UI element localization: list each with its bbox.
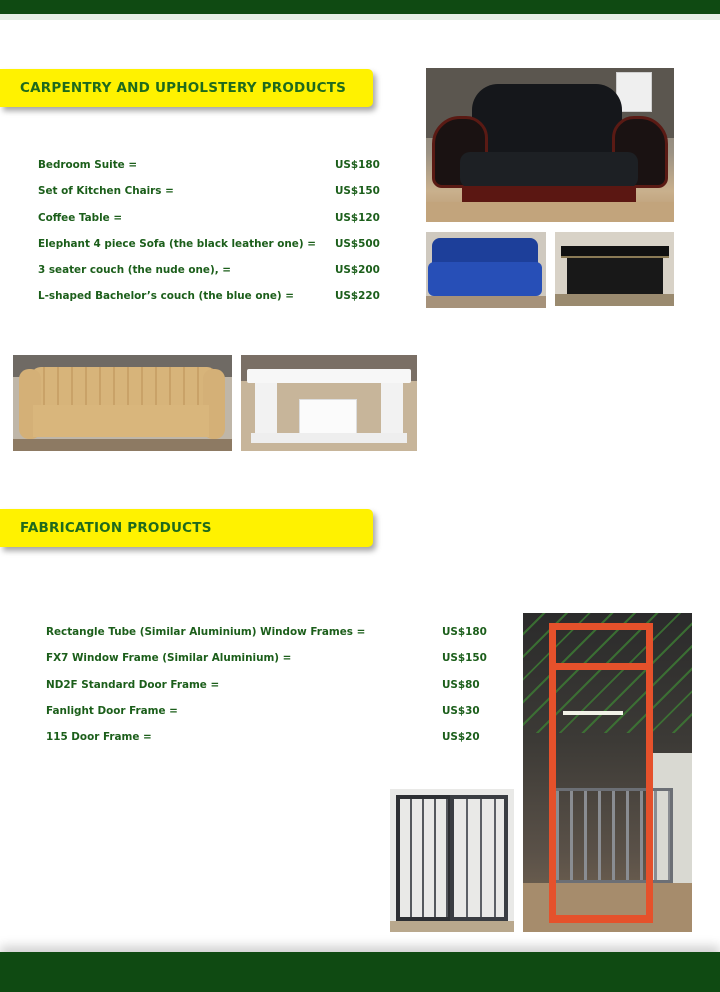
price-row [38,185,398,211]
product-price: US$120 [335,211,380,224]
coffee-table-photo [555,232,674,306]
price-row [46,705,506,731]
product-price: US$500 [335,237,380,250]
product-name: L-shaped Bachelor’s couch (the blue one) = [38,290,294,303]
product-price: US$30 [442,704,480,717]
price-row [38,238,398,264]
product-name: Bedroom Suite = [38,159,138,171]
door-frame-warehouse-photo [523,613,692,932]
product-price: US$150 [335,185,380,198]
price-row [38,290,398,316]
price-row [46,731,506,757]
product-name: Rectangle Tube (Similar Aluminium) Window Frames = [46,626,366,638]
product-price: US$180 [442,626,487,638]
price-row [38,264,398,290]
window-frames-photo [390,789,514,932]
price-row [38,212,398,238]
product-name: ND2F Standard Door Frame = [46,678,220,691]
carpentry-price-list [38,159,398,317]
carpentry-section-title: CARPENTRY AND UPHOLSTERY PRODUCTS [20,80,347,96]
black-leather-sofa-photo [426,68,674,222]
product-price: US$200 [335,264,380,277]
carpentry-section-banner [0,69,373,107]
price-row [38,159,398,185]
product-name: Elephant 4 piece Sofa (the black leather one) = [38,237,316,250]
product-name: FX7 Window Frame (Similar Aluminium) = [46,652,292,665]
fabrication-section-banner [0,509,373,547]
nude-couch-photo [13,355,232,451]
product-price: US$150 [442,652,487,665]
fabrication-price-list [46,626,506,757]
product-price: US$80 [442,678,480,691]
product-name: Set of Kitchen Chairs = [38,185,174,198]
product-price: US$20 [442,731,480,744]
price-row [46,626,506,652]
white-tv-stand-photo [241,355,417,451]
product-name: Fanlight Door Frame = [46,704,178,717]
bottom-footer-bar [0,952,720,992]
product-name: Coffee Table = [38,211,123,224]
blue-couch-photo [426,232,546,308]
top-header-strip [0,14,720,20]
price-row [46,679,506,705]
product-name: 3 seater couch (the nude one), = [38,264,231,277]
product-price: US$180 [335,159,380,171]
price-row [46,652,506,678]
product-name: 115 Door Frame = [46,731,152,744]
top-header-bar [0,0,720,14]
fabrication-section-title: FABRICATION PRODUCTS [20,520,212,536]
product-price: US$220 [335,290,380,303]
